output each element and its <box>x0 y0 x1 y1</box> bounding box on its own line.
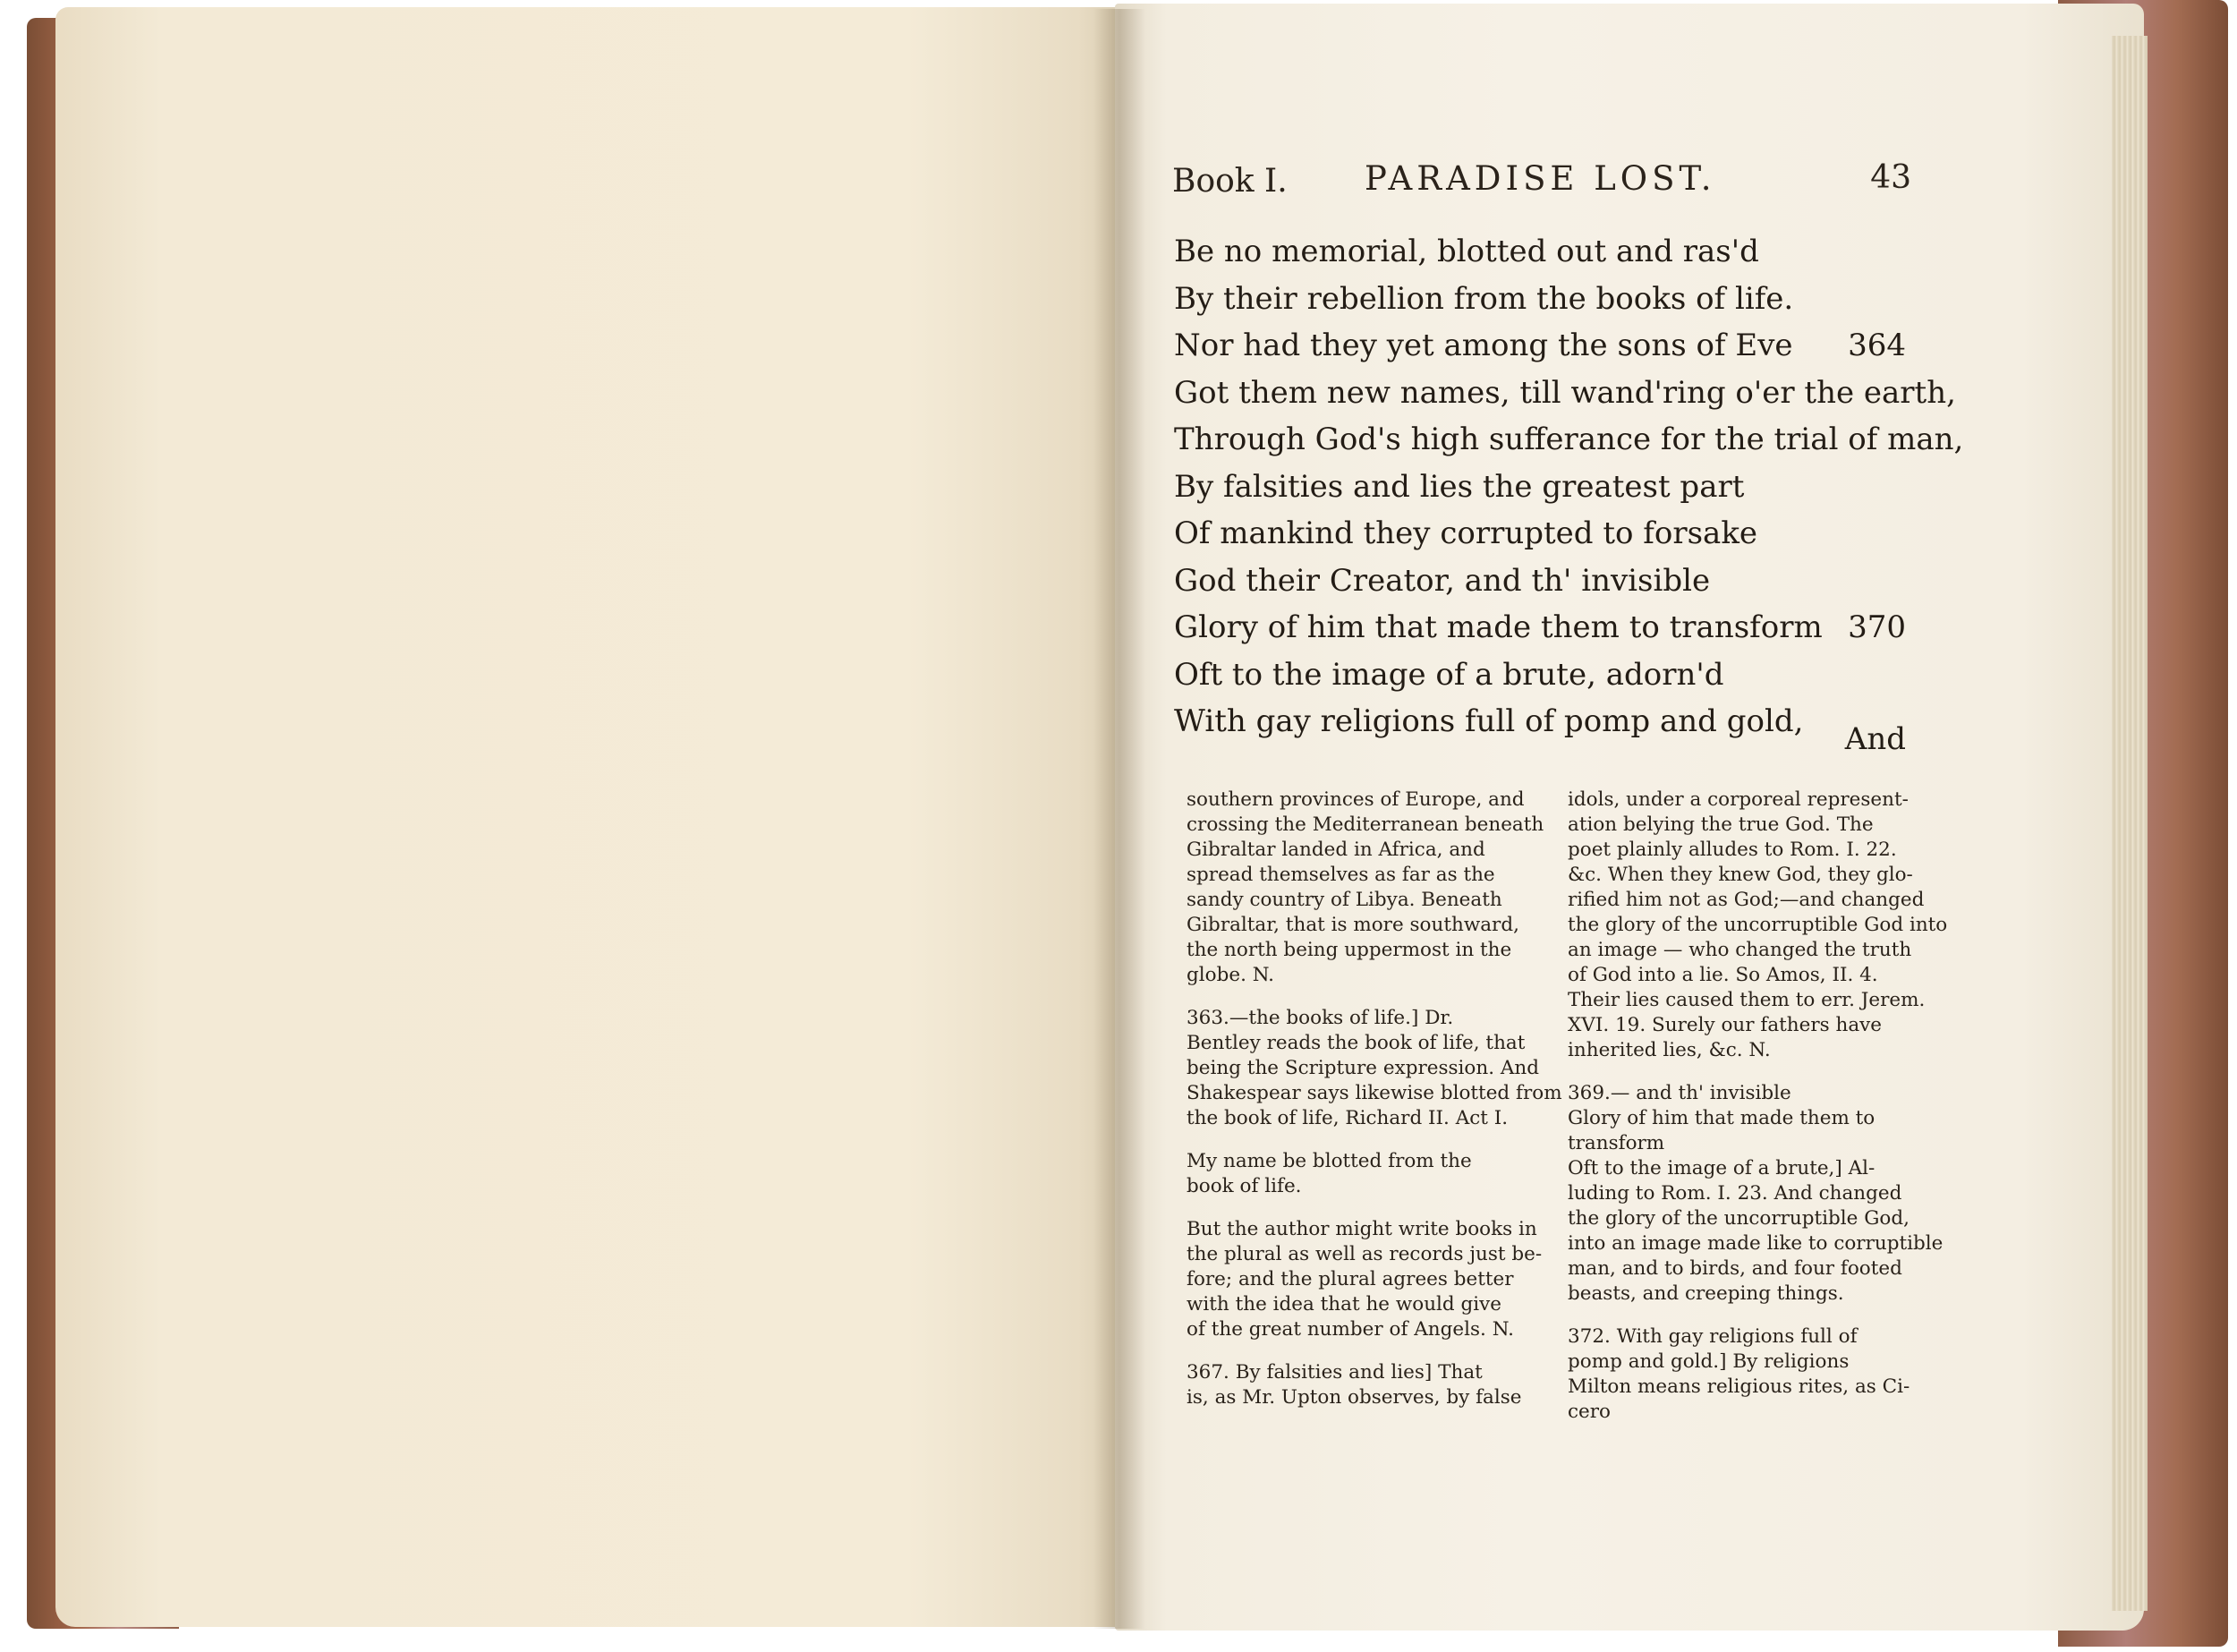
page-number: 43 <box>1870 159 1911 196</box>
note-line: cero <box>1568 1401 1611 1423</box>
poem-line-text: By falsities and lies the greatest part <box>1174 468 1745 505</box>
poem-line-text: Nor had they yet among the sons of Eve <box>1174 328 1793 363</box>
poem-line-text: Oft to the image of a brute, adorn'd <box>1174 656 1724 693</box>
note-line: man, and to birds, and four footed <box>1568 1257 1902 1280</box>
note-line: ation belying the true God. The <box>1568 813 1874 836</box>
note-line: XVI. 19. Surely our fathers have <box>1568 1014 1883 1036</box>
note-line: Gibraltar, that is more southward, <box>1187 914 1519 936</box>
note-line: spread themselves as far as the <box>1187 864 1495 886</box>
poem-line <box>1174 698 1899 745</box>
note-line: &c. When they knew God, they glo- <box>1568 864 1913 886</box>
note-gap <box>1187 1131 1580 1149</box>
note-line: transform <box>1568 1132 1665 1154</box>
note-line: of the great number of Angels. N. <box>1187 1318 1514 1341</box>
note-gap <box>1187 988 1580 1006</box>
left-page <box>55 7 1120 1627</box>
poem-line-text: Got them new names, till wand'ring o'er the earth, <box>1174 374 1956 411</box>
poem-text <box>1174 228 1964 745</box>
note-line: southern provinces of Europe, and <box>1187 788 1525 811</box>
poem-line-text: Of mankind they corrupted to forsake <box>1174 515 1758 551</box>
poem-line <box>1174 464 1899 511</box>
note-line: luding to Rom. I. 23. And changed <box>1568 1182 1902 1205</box>
poem-line <box>1174 558 1899 605</box>
poem-line-text: God their Creator, and th' invisible <box>1174 562 1711 599</box>
note-line: the glory of the uncorruptible God, <box>1568 1207 1910 1230</box>
note-line: Shakespear says likewise blotted from <box>1187 1082 1562 1104</box>
note-line: Glory of him that made them to <box>1568 1107 1876 1129</box>
poem-line <box>1174 370 1956 417</box>
notes-column-1 <box>1187 788 1580 1410</box>
note-line: the north being uppermost in the <box>1187 939 1512 961</box>
poem-line <box>1174 276 1899 323</box>
book-gutter <box>1093 9 1145 1629</box>
line-number: 364 <box>1848 328 1906 363</box>
poem-line-text: Glory of him that made them to transform <box>1174 609 1823 645</box>
note-line: 372. With gay religions full of <box>1568 1325 1858 1348</box>
note-line: 363.—the books of life.] Dr. <box>1187 1007 1454 1029</box>
poem-line-text: Be no memorial, blotted out and ras'd <box>1174 234 1759 269</box>
notes-column-2 <box>1568 788 1948 1425</box>
note-line: pomp and gold.] By religions <box>1568 1350 1850 1373</box>
note-line: the book of life, Richard II. Act I. <box>1187 1107 1509 1129</box>
note-line: into an image made like to corruptible <box>1568 1232 1944 1255</box>
note-line: Oft to the image of a brute,] Al- <box>1568 1157 1876 1179</box>
poem-line <box>1174 228 1899 276</box>
note-line: the plural as well as records just be- <box>1187 1243 1543 1265</box>
note-gap <box>1568 1307 1918 1324</box>
poem-line-text: By their rebellion from the books of life. <box>1174 280 1794 317</box>
running-title: PARADISE LOST. <box>1365 159 1716 198</box>
note-line: sandy country of Libya. Beneath <box>1187 889 1502 911</box>
catchword: And <box>1844 721 1906 757</box>
poem-line <box>1174 416 1964 464</box>
book-label: Book I. <box>1172 163 1288 200</box>
note-line: But the author might write books in <box>1187 1218 1537 1240</box>
line-number: 370 <box>1848 609 1906 645</box>
note-line: an image — who changed the truth <box>1568 939 1912 961</box>
note-line: with the idea that he would give <box>1187 1293 1502 1316</box>
note-line: the glory of the uncorruptible God into <box>1568 914 1948 936</box>
poem-line <box>1174 651 1899 699</box>
note-line: crossing the Mediterranean beneath <box>1187 813 1544 836</box>
note-line: idols, under a corporeal represent- <box>1568 788 1909 811</box>
note-line: Milton means religious rites, as Ci- <box>1568 1375 1910 1398</box>
page-header <box>1172 159 1911 208</box>
poem-line <box>1174 322 1906 370</box>
poem-line-text: Through God's high sufferance for the trial of man, <box>1174 422 1964 457</box>
note-line: being the Scripture expression. And <box>1187 1057 1540 1079</box>
note-line: My name be blotted from the <box>1187 1150 1472 1172</box>
poem-line <box>1174 604 1906 651</box>
note-gap <box>1568 1063 1918 1081</box>
note-line: inherited lies, &c. N. <box>1568 1039 1771 1061</box>
poem-line <box>1174 510 1899 558</box>
note-gap <box>1187 1199 1580 1217</box>
note-line: globe. N. <box>1187 964 1275 986</box>
note-line: 369.— and th' invisible <box>1568 1082 1791 1104</box>
note-line: Their lies caused them to err. Jerem. <box>1568 989 1926 1011</box>
note-line: is, as Mr. Upton observes, by false <box>1187 1386 1522 1409</box>
note-line: Bentley reads the book of life, that <box>1187 1032 1526 1054</box>
note-line: of God into a lie. So Amos, II. 4. <box>1568 964 1878 986</box>
note-line: poet plainly alludes to Rom. I. 22. <box>1568 839 1897 861</box>
note-line: book of life. <box>1187 1175 1302 1197</box>
page-edges <box>2112 36 2148 1611</box>
note-line: beasts, and creeping things. <box>1568 1282 1844 1305</box>
note-line: Gibraltar landed in Africa, and <box>1187 839 1485 861</box>
poem-line-text: With gay religions full of pomp and gold, <box>1174 703 1804 739</box>
note-gap <box>1187 1342 1580 1360</box>
note-line: 367. By falsities and lies] That <box>1187 1361 1483 1384</box>
note-line: rified him not as God;—and changed <box>1568 889 1925 911</box>
note-line: fore; and the plural agrees better <box>1187 1268 1514 1290</box>
